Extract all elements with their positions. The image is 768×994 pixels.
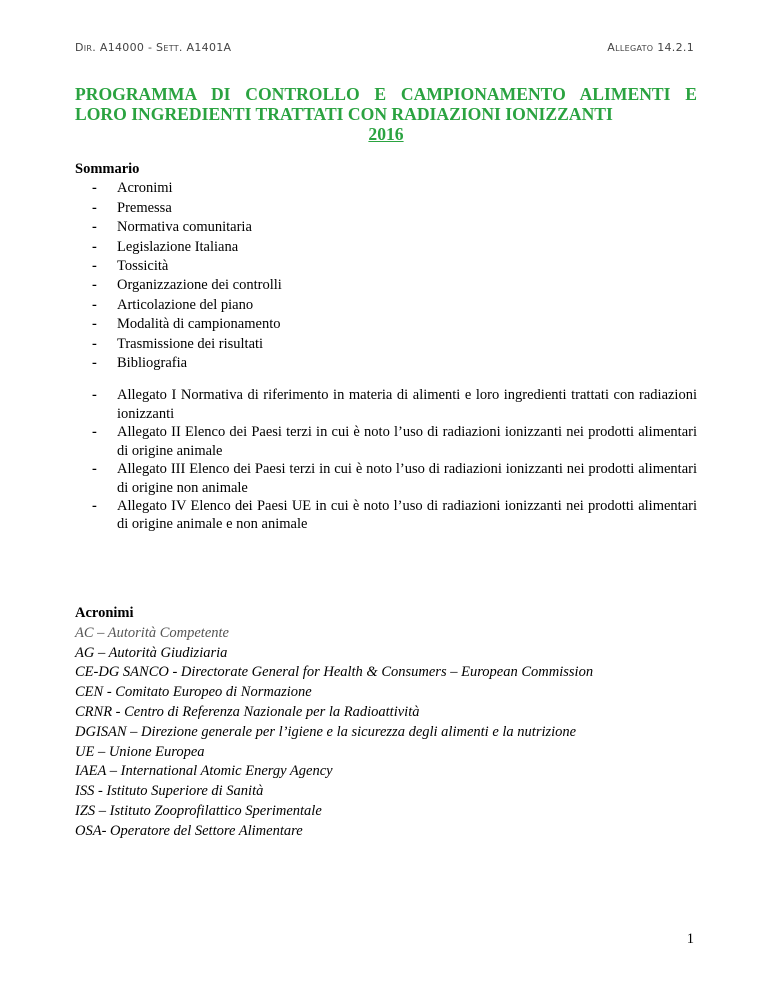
header-annex-code: Allegato 14.2.1 bbox=[607, 41, 694, 54]
title-year: 2016 bbox=[368, 124, 404, 144]
toc-item: - Trasmissione dei risultati bbox=[75, 335, 697, 354]
toc-item: - Organizzazione dei controlli bbox=[75, 276, 697, 295]
toc-item: - Modalità di campionamento bbox=[75, 315, 697, 334]
acronym-item: IAEA – International Atomic Energy Agency bbox=[75, 763, 333, 780]
toc-item: - Legislazione Italiana bbox=[75, 238, 697, 257]
acronym-item: UE – Unione Europea bbox=[75, 743, 205, 760]
title-line-1: PROGRAMMA DI CONTROLLO E CAMPIONAMENTO ALIMENTI E bbox=[75, 84, 697, 104]
table-of-contents bbox=[75, 160, 697, 534]
acronyms-heading: Acronimi bbox=[75, 605, 134, 621]
acronym-item: CE-DG SANCO - Directorate General for Health & Consumers – European Commission bbox=[75, 664, 594, 681]
acronym-item: CRNR - Centro di Referenza Nazionale per la Radioattività bbox=[75, 703, 420, 720]
toc-heading: Sommario bbox=[75, 161, 140, 177]
toc-item: - Bibliografia bbox=[75, 354, 697, 373]
toc-item: - Tossicità bbox=[75, 257, 697, 276]
acronym-item: CEN - Comitato Europeo di Normazione bbox=[75, 684, 312, 701]
annex-item: - Allegato III Elenco dei Paesi terzi in cui è noto l’uso di radiazioni ionizzanti nei prodotti alimentari di origine non animale bbox=[75, 460, 697, 497]
toc-item: - Premessa bbox=[75, 199, 697, 218]
page-number: 1 bbox=[686, 931, 694, 947]
toc-item: - Normativa comunitaria bbox=[75, 218, 697, 237]
toc-item: - Articolazione del piano bbox=[75, 296, 697, 315]
document-title bbox=[75, 84, 697, 144]
acronym-item: DGISAN – Direzione generale per l’igiene e la sicurezza degli alimenti e la nutrizione bbox=[75, 723, 577, 740]
acronym-item: AC – Autorità Competente bbox=[75, 624, 229, 641]
annex-list bbox=[75, 386, 697, 533]
toc-list bbox=[75, 179, 697, 373]
annex-item: - Allegato I Normativa di riferimento in materia di alimenti e loro ingredienti trattati con radiazioni ionizzanti bbox=[75, 386, 697, 423]
annex-item: - Allegato IV Elenco dei Paesi UE in cui è noto l’uso di radiazioni ionizzanti nei prodotti alimentari di origine animale e non animale bbox=[75, 497, 697, 534]
acronym-item: IZS – Istituto Zooprofilattico Sperimentale bbox=[75, 802, 322, 819]
acronym-item: ISS - Istituto Superiore di Sanità bbox=[75, 783, 264, 800]
acronyms-section bbox=[75, 604, 697, 842]
title-line-2: LORO INGREDIENTI TRATTATI CON RADIAZIONI IONIZZANTI bbox=[75, 104, 613, 124]
annex-item: - Allegato II Elenco dei Paesi terzi in cui è noto l’uso di radiazioni ionizzanti nei prodotti alimentari di origine animale bbox=[75, 423, 697, 460]
header-department: Dir. A14000 - Sett. A1401A bbox=[75, 41, 232, 54]
toc-item: - Acronimi bbox=[75, 179, 697, 198]
acronym-item: AG – Autorità Giudiziaria bbox=[75, 644, 228, 661]
acronym-item: OSA- Operatore del Settore Alimentare bbox=[75, 822, 303, 839]
